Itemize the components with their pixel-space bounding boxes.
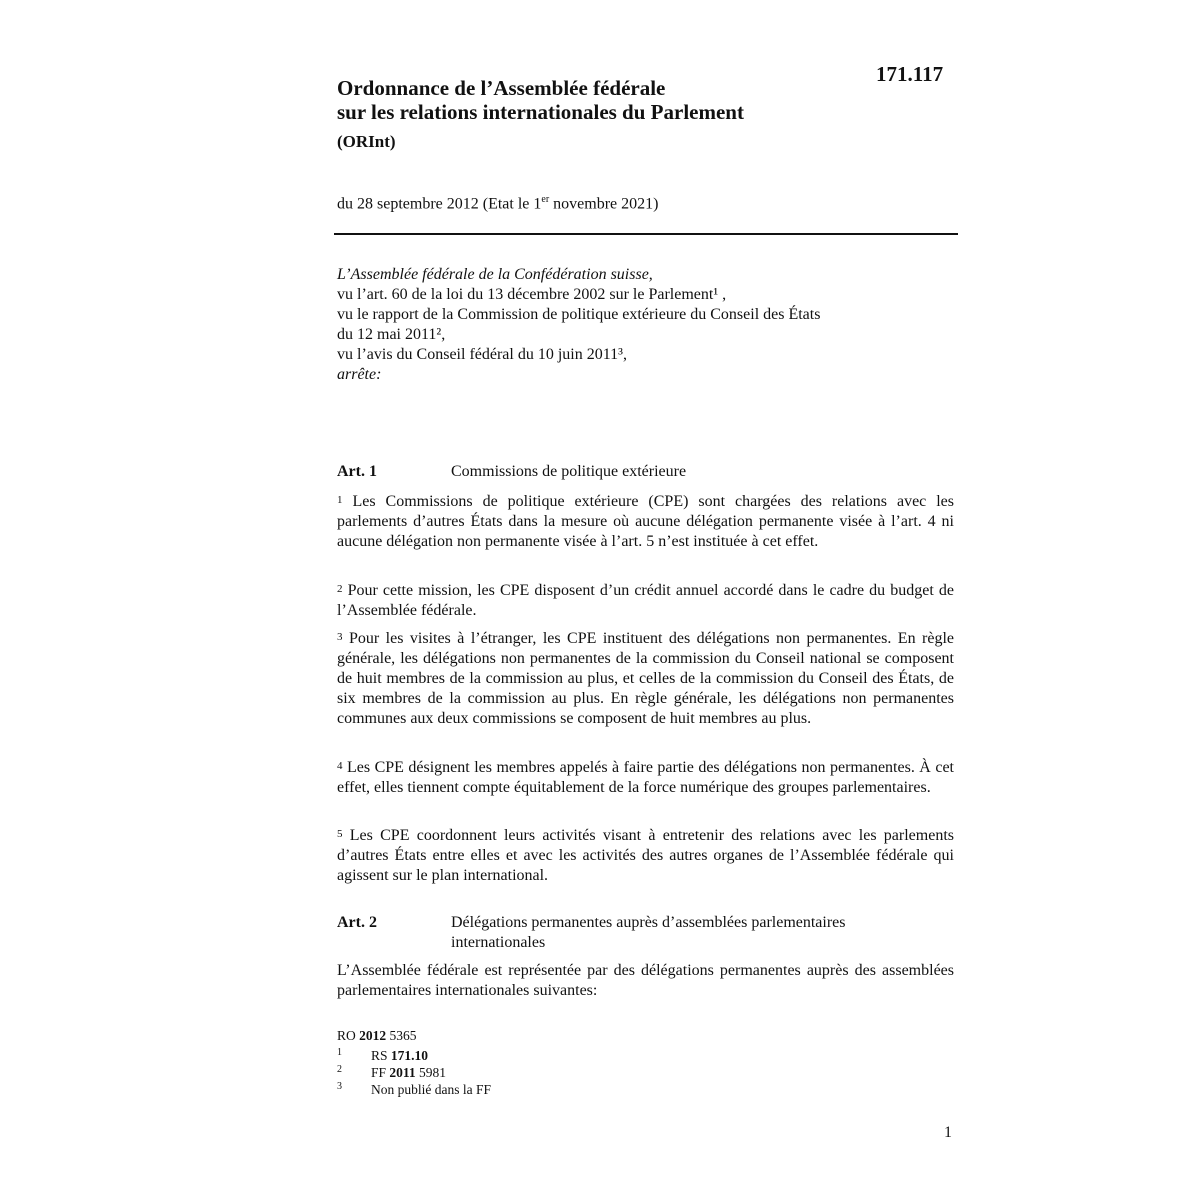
preamble-line-4: vu l’avis du Conseil fédéral du 10 juin 2011³, (337, 346, 627, 363)
ro-page: 5365 (386, 1028, 417, 1043)
paragraph-number: 5 (337, 828, 343, 840)
article-2-title-line-2: internationales (451, 934, 546, 951)
paragraph-text: Les CPE coordonnent leurs activités visant à entretenir des relations avec les parlements d’autres États entre elles et avec les activités des autres organes de l’Assemblée fédérale qui agissent sur le plan international. (337, 827, 955, 884)
preamble-authority: L’Assemblée fédérale de la Confédération suisse, (337, 266, 653, 283)
preamble-line-1: vu l’art. 60 de la loi du 13 décembre 2002 sur le Parlement¹ , (337, 286, 727, 303)
title-line-1: Ordonnance de l’Assemblée fédérale (337, 76, 666, 100)
sr-number: 171.117 (876, 62, 944, 86)
footnote-number: 3 (337, 1081, 342, 1092)
article-2-text: L’Assemblée fédérale est représentée par des délégations permanentes auprès des assemblées parlementaires internationales suivantes: (337, 962, 954, 999)
title-line-2: sur les relations internationales du Parlement (337, 100, 744, 124)
article-2-number: Art. 2 (337, 914, 377, 931)
article-1-paragraph-5 (337, 824, 954, 886)
article-2-title-line-1: Délégations permanentes auprès d’assemblées parlementaires (451, 914, 846, 931)
paragraph-number: 3 (337, 631, 343, 643)
paragraph-number: 2 (337, 583, 343, 595)
header-divider (334, 233, 958, 235)
paragraph-number: 4 (337, 760, 343, 772)
footnote-prefix: RS (371, 1048, 391, 1063)
date-suffix: novembre 2021) (549, 195, 659, 213)
page-number: 1 (944, 1124, 952, 1141)
article-1-paragraph-4 (337, 756, 954, 798)
footnote-prefix: FF (371, 1065, 390, 1080)
footnote-suffix: 5981 (415, 1065, 447, 1080)
title-abbreviation: (ORInt) (337, 132, 396, 151)
paragraph-text: Les Commissions de politique extérieure (CPE) sont chargées des relations avec les parlements d’autres États dans la mesure où aucune délégation permanente visée à l’art. 4 ni aucune délégation non permanente visée à l’art. 5 n’est instituée à cet effet. (337, 493, 955, 550)
footnote-bold: 2011 (389, 1065, 416, 1080)
preamble-decrees: arrête: (337, 366, 382, 383)
paragraph-text: Pour les visites à l’étranger, les CPE instituent des délégations non permanentes. En règle générale, les délégations non permanentes de la commission du Conseil national se composent de huit membres de la commission au plus, et celles de la commission du Conseil des États, de six membres de la commission au plus. En règle générale, les délégations non permanentes communes aux deux commissions se composent de huit membres au plus. (337, 630, 955, 727)
article-1-paragraph-3 (337, 627, 954, 729)
footnote-bold: 171.10 (390, 1048, 429, 1063)
footnote-number: 1 (337, 1047, 342, 1058)
ro-prefix: RO (337, 1028, 360, 1043)
preamble-line-2: vu le rapport de la Commission de politique extérieure du Conseil des États (337, 306, 821, 323)
date-prefix: du 28 septembre 2012 (Etat le 1 (337, 195, 542, 213)
document-title (337, 76, 857, 124)
footnote-prefix: Non publié dans la FF (371, 1082, 491, 1097)
article-1-paragraph-2 (337, 579, 954, 621)
footnote-number: 2 (337, 1064, 342, 1075)
date-sup: er (541, 194, 550, 205)
document-date (337, 194, 658, 213)
article-2-title (451, 913, 921, 953)
footnote-text (371, 1081, 491, 1098)
ro-year: 2012 (359, 1028, 387, 1043)
ro-reference (337, 1027, 417, 1044)
preamble (337, 265, 957, 385)
article-1-number: Art. 1 (337, 463, 377, 480)
article-1-title: Commissions de politique extérieure (451, 463, 687, 480)
article-1-paragraph-1 (337, 490, 954, 552)
paragraph-text: Les CPE désignent les membres appelés à faire partie des délégations non permanentes. À cet effet, elles tiennent compte équitablement de la force numérique des groupes parlementaires. (337, 759, 954, 796)
paragraph-text: Pour cette mission, les CPE disposent d’un crédit annuel accordé dans le cadre du budget de l’Assemblée fédérale. (337, 582, 955, 619)
preamble-line-3: du 12 mai 2011², (337, 326, 446, 343)
footnote-text (371, 1064, 446, 1081)
paragraph-number: 1 (337, 494, 343, 506)
footnote-text (371, 1047, 428, 1064)
